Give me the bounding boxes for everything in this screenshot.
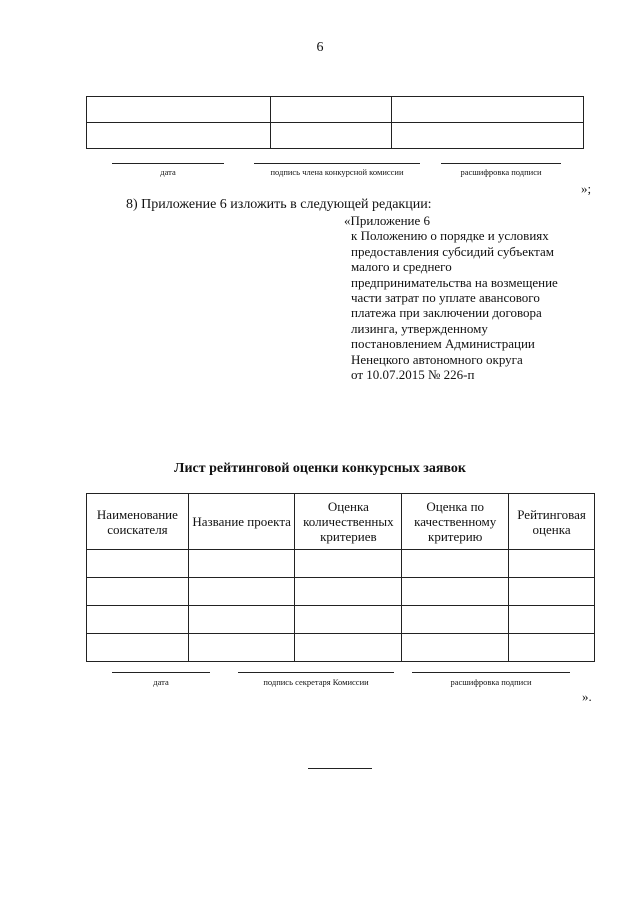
table-cell [270,97,392,123]
column-header-project: Название проекта [188,494,295,550]
rating-table [86,493,595,662]
table-cell [392,97,584,123]
table-row [87,97,584,123]
closing-quote: ». [582,689,592,704]
secretary-signature-caption: подпись секретаря Комиссии [263,677,369,687]
table-cell [87,578,189,606]
table-cell [392,123,584,149]
appendix-title: «Приложение 6 [344,213,431,228]
table-cell [87,97,271,123]
table-cell [402,578,509,606]
date-caption: дата [160,167,176,177]
table-cell [188,606,295,634]
table-row [87,123,584,149]
table-header-row [87,494,595,550]
table-cell [270,123,392,149]
appendix-header [344,213,604,382]
sheet-title: Лист рейтинговой оценки конкурсных заявок [174,461,466,476]
appendix-line: малого и среднего [351,259,452,275]
date-signature-line [112,163,224,164]
table-row [87,606,595,634]
column-header-rating: Рейтинговая оценка [509,494,595,550]
member-signature-line [254,163,420,164]
table-row [87,550,595,578]
appendix-line: предпринимательства на возмещение [351,274,558,290]
column-header-applicant: Наименование соискателя [87,494,189,550]
page-number: 6 [316,40,324,55]
table-cell [87,123,271,149]
table-cell [402,550,509,578]
date-caption: дата [153,677,169,687]
table-cell [295,634,402,662]
appendix-line: к Положению о порядке и условиях [351,228,549,244]
end-divider [308,768,372,769]
decoding-caption: расшифровка подписи [450,677,532,687]
closing-quote: »; [581,181,592,196]
table-cell [87,606,189,634]
table-cell [87,550,189,578]
appendix-line: лизинга, утвержденному [351,320,488,336]
appendix-line: постановлением Администрации [351,336,535,352]
table-cell [509,578,595,606]
column-header-quantitative: Оценка количественных критериев [295,494,402,550]
previous-signature-table [86,96,584,149]
decoding-caption: расшифровка подписи [460,167,542,177]
table-cell [87,634,189,662]
table-cell [509,634,595,662]
table-cell [402,634,509,662]
table-cell [295,550,402,578]
table-cell [188,550,295,578]
table-cell [188,634,295,662]
decoding-signature-line [412,672,570,673]
table-cell [509,606,595,634]
column-header-qualitative: Оценка по качественному критерию [402,494,509,550]
table-cell [402,606,509,634]
appendix-line: Ненецкого автономного округа [351,351,523,367]
table-row [87,578,595,606]
member-signature-caption: подпись члена конкурсной комиссии [270,167,404,177]
secretary-signature-line [238,672,394,673]
table-cell [188,578,295,606]
table-cell [295,606,402,634]
appendix-line: от 10.07.2015 № 226-п [351,367,475,383]
table-cell [509,550,595,578]
appendix-line: части затрат по уплате авансового [351,290,540,306]
appendix-line: предоставления субсидий субъектам [351,243,554,259]
table-cell [295,578,402,606]
date-signature-line [112,672,210,673]
table-row [87,634,595,662]
amendment-paragraph: 8) Приложение 6 изложить в следующей редакции: [126,197,432,212]
decoding-signature-line [441,163,561,164]
appendix-line: платежа при заключении договора [351,305,542,321]
